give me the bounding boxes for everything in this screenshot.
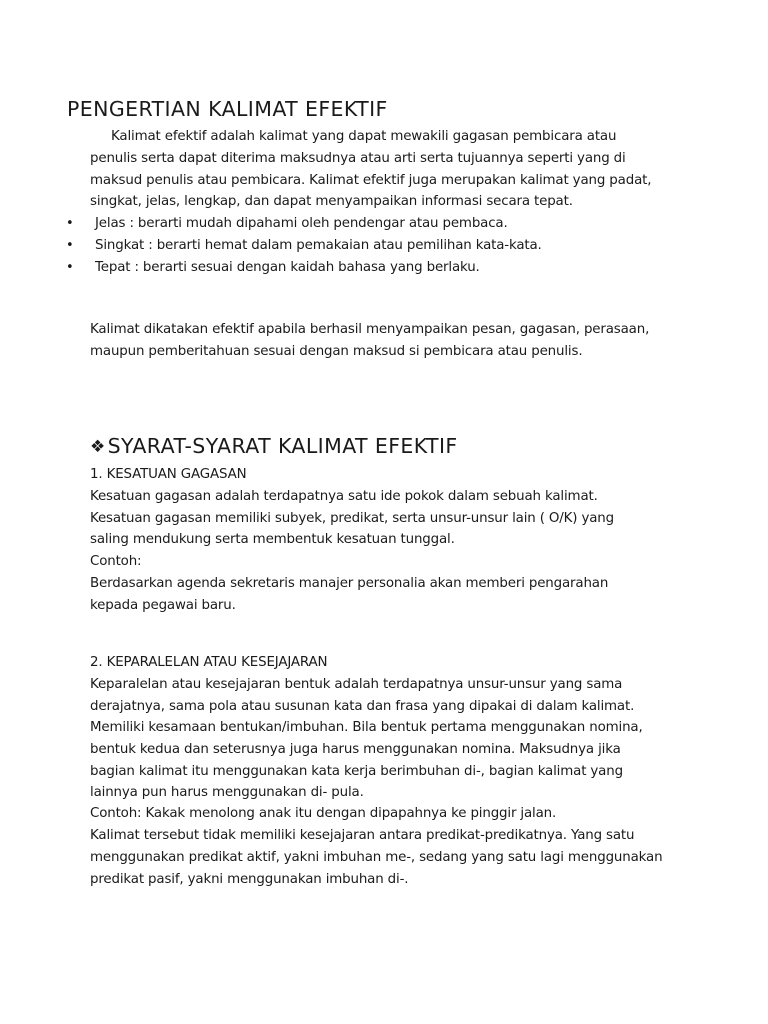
closing-line: Kalimat dikatakan efektif apabila berhasil menyampaikan pesan, gagasan, perasaan, (90, 322, 650, 337)
body-line: Kalimat tersebut tidak memiliki kesejajaran antara predikat-predikatnya. Yang satu (90, 828, 635, 843)
section-title-syarat (90, 434, 458, 458)
body-line: bentuk kedua dan seterusnya juga harus menggunakan nomina. Maksudnya jika (90, 742, 621, 757)
subsection-title-keparalelan: 2. KEPARALELAN ATAU KESEJAJARAN (90, 655, 328, 670)
body-line: predikat pasif, yakni menggunakan imbuhan di-. (90, 872, 409, 887)
body-line: saling mendukung serta membentuk kesatuan tunggal. (90, 532, 455, 547)
bullet-icon: • (66, 260, 74, 275)
body-line: menggunakan predikat aktif, yakni imbuhan me-, sedang yang satu lagi menggunakan (90, 850, 663, 865)
bullet-item-tepat: Tepat : berarti sesuai dengan kaidah bahasa yang berlaku. (95, 260, 480, 275)
body-line: lainnya pun harus menggunakan di- pula. (90, 785, 364, 800)
body-line: Memiliki kesamaan bentukan/imbuhan. Bila bentuk pertama menggunakan nomina, (90, 720, 643, 735)
body-line: Kesatuan gagasan memiliki subyek, predikat, serta unsur-unsur lain ( O/K) yang (90, 511, 614, 526)
example-line: Contoh: Kakak menolong anak itu dengan dipapahnya ke pinggir jalan. (90, 806, 557, 821)
intro-line: Kalimat efektif adalah kalimat yang dapat mewakili gagasan pembicara atau (111, 129, 617, 144)
example-line: kepada pegawai baru. (90, 598, 236, 613)
body-line: Keparalelan atau kesejajaran bentuk adalah terdapatnya unsur-unsur yang sama (90, 677, 623, 692)
bullet-item-singkat: Singkat : berarti hemat dalam pemakaian atau pemilihan kata-kata. (95, 238, 542, 253)
body-line: derajatnya, sama pola atau susunan kata dan frasa yang dipakai di dalam kalimat. (90, 699, 635, 714)
section-title-text: SYARAT-SYARAT KALIMAT EFEKTIF (107, 434, 458, 458)
section-title-pengertian: PENGERTIAN KALIMAT EFEKTIF (67, 97, 388, 121)
bullet-item-jelas: Jelas : berarti mudah dipahami oleh pendengar atau pembaca. (95, 216, 508, 231)
intro-line: maksud penulis atau pembicara. Kalimat efektif juga merupakan kalimat yang padat, (90, 173, 652, 188)
diamond-bullet-icon: ❖ (90, 437, 106, 457)
intro-line: penulis serta dapat diterima maksudnya atau arti serta tujuannya seperti yang di (90, 151, 626, 166)
subsection-title-kesatuan: 1. KESATUAN GAGASAN (90, 467, 247, 482)
intro-line: singkat, jelas, lengkap, dan dapat menyampaikan informasi secara tepat. (90, 194, 573, 209)
example-label: Contoh: (90, 554, 142, 569)
body-line: Kesatuan gagasan adalah terdapatnya satu ide pokok dalam sebuah kalimat. (90, 489, 598, 504)
bullet-icon: • (66, 238, 74, 253)
bullet-icon: • (66, 216, 74, 231)
example-line: Berdasarkan agenda sekretaris manajer personalia akan memberi pengarahan (90, 576, 609, 591)
body-line: bagian kalimat itu menggunakan kata kerja berimbuhan di-, bagian kalimat yang (90, 764, 623, 779)
closing-line: maupun pemberitahuan sesuai dengan maksud si pembicara atau penulis. (90, 344, 583, 359)
